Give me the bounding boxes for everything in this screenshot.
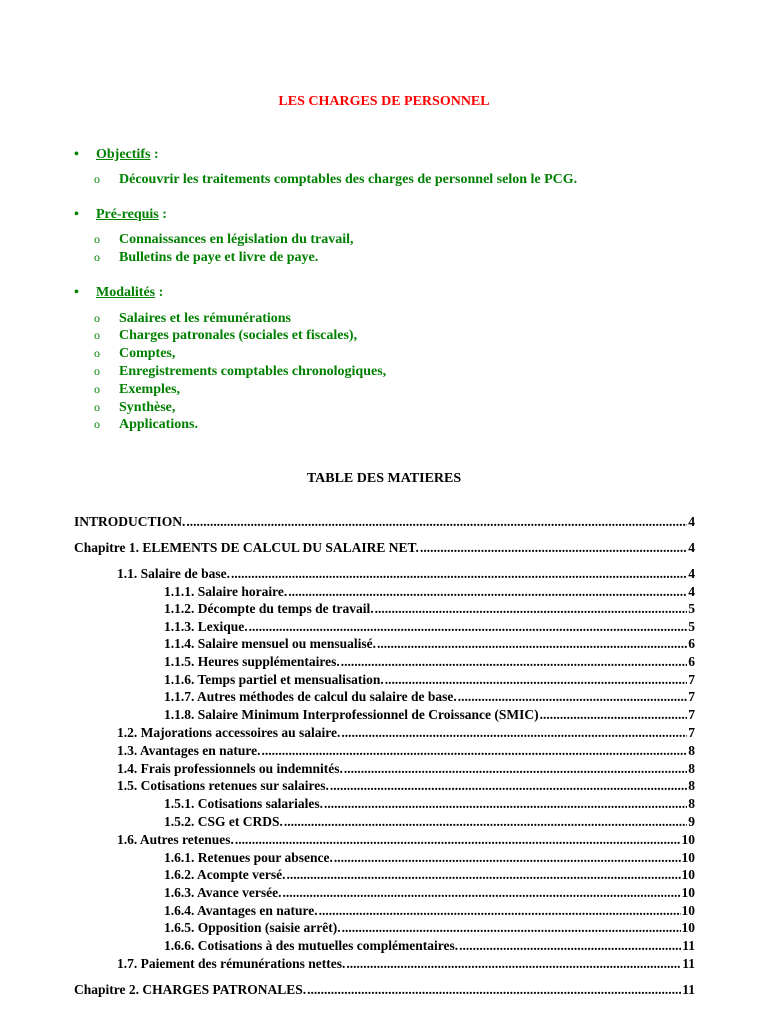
list-item: o Découvrir les traitements comptables des charges de personnel selon le PCG. [94, 172, 578, 187]
circle-bullet-icon: o [94, 382, 100, 396]
document-title: LES CHARGES DE PERSONNEL [278, 94, 490, 109]
list-item: o Applications. [94, 417, 198, 432]
list-item: o Charges patronales (sociales et fiscales), [94, 328, 358, 343]
section-objectifs: • Objectifs : [74, 147, 159, 162]
toc-entry[interactable]: 1.1.2. Décompte du temps de travail. ..... 5 [164, 601, 695, 617]
list-item: o Connaissances en législation du travail, [94, 232, 354, 247]
toc-entry[interactable]: 1.1.3. Lexique. ..... 5 [164, 619, 695, 635]
toc-entry[interactable]: 1.1.4. Salaire mensuel ou mensualisé. ..... 6 [164, 636, 695, 652]
circle-bullet-icon: o [94, 172, 100, 186]
toc-entry[interactable]: 1.1.6. Temps partiel et mensualisation. ..... 7 [164, 672, 695, 688]
toc-entry[interactable]: 1.5. Cotisations retenues sur salaires. ..... 8 [117, 778, 695, 794]
bullet-icon: • [74, 285, 79, 300]
toc-entry[interactable]: 1.1. Salaire de base. ..... 4 [117, 566, 695, 582]
toc-entry[interactable]: 1.1.8. Salaire Minimum Interprofessionnel de Croissance (SMIC) ..... 7 [164, 707, 695, 723]
list-item: o Salaires et les rémunérations [94, 311, 291, 326]
circle-bullet-icon: o [94, 328, 100, 342]
toc-entry[interactable]: 1.2. Majorations accessoires au salaire. ..... 7 [117, 725, 695, 741]
bullet-icon: • [74, 147, 79, 162]
toc-entry[interactable]: 1.4. Frais professionnels ou indemnités. ..... 8 [117, 761, 695, 777]
toc-entry[interactable]: 1.6.4. Avantages en nature. ..... 10 [164, 903, 695, 919]
toc-title: TABLE DES MATIERES [306, 471, 462, 486]
circle-bullet-icon: o [94, 400, 100, 414]
circle-bullet-icon: o [94, 417, 100, 431]
toc-entry[interactable]: 1.1.1. Salaire horaire. ..... 4 [164, 584, 695, 600]
section-label: Objectifs [96, 147, 151, 162]
list-item: o Enregistrements comptables chronologiques, [94, 364, 387, 379]
list-item: o Synthèse, [94, 400, 176, 415]
toc-entry[interactable]: Chapitre 2. CHARGES PATRONALES. ..... 11 [74, 982, 695, 998]
toc-entry[interactable]: 1.5.1. Cotisations salariales. ..... 8 [164, 796, 695, 812]
toc-entry[interactable]: 1.6.1. Retenues pour absence. ..... 10 [164, 850, 695, 866]
toc-entry[interactable]: 1.6. Autres retenues. ..... 10 [117, 832, 695, 848]
toc-entry[interactable]: 1.3. Avantages en nature. ..... 8 [117, 743, 695, 759]
toc-entry[interactable]: 1.5.2. CSG et CRDS. ..... 9 [164, 814, 695, 830]
circle-bullet-icon: o [94, 232, 100, 246]
toc-entry[interactable]: 1.6.3. Avance versée. ..... 10 [164, 885, 695, 901]
toc-entry[interactable]: 1.6.2. Acompte versé. ..... 10 [164, 867, 695, 883]
toc-entry[interactable]: 1.6.6. Cotisations à des mutuelles complémentaires. ..... 11 [164, 938, 695, 954]
toc-entry[interactable]: 1.1.5. Heures supplémentaires. ..... 6 [164, 654, 695, 670]
toc-entry[interactable]: 1.1.7. Autres méthodes de calcul du salaire de base. ..... 7 [164, 689, 695, 705]
list-item: o Bulletins de paye et livre de paye. [94, 250, 319, 265]
toc-entry[interactable]: 1.7. Paiement des rémunérations nettes. ..... 11 [117, 956, 695, 972]
section-prerequis: • Pré-requis : [74, 207, 167, 222]
circle-bullet-icon: o [94, 346, 100, 360]
circle-bullet-icon: o [94, 364, 100, 378]
section-label: Modalités [96, 285, 156, 300]
toc-entry[interactable]: INTRODUCTION. ..... 4 [74, 514, 695, 530]
circle-bullet-icon: o [94, 311, 100, 325]
toc-entry[interactable]: Chapitre 1. ELEMENTS DE CALCUL DU SALAIRE NET. ..... 4 [74, 540, 695, 556]
list-item: o Exemples, [94, 382, 181, 397]
list-item: o Comptes, [94, 346, 176, 361]
toc-entry[interactable]: 1.6.5. Opposition (saisie arrêt). ..... 10 [164, 920, 695, 936]
bullet-icon: • [74, 207, 79, 222]
section-label: Pré-requis [96, 207, 159, 222]
section-modalites: • Modalités : [74, 285, 164, 300]
circle-bullet-icon: o [94, 250, 100, 264]
